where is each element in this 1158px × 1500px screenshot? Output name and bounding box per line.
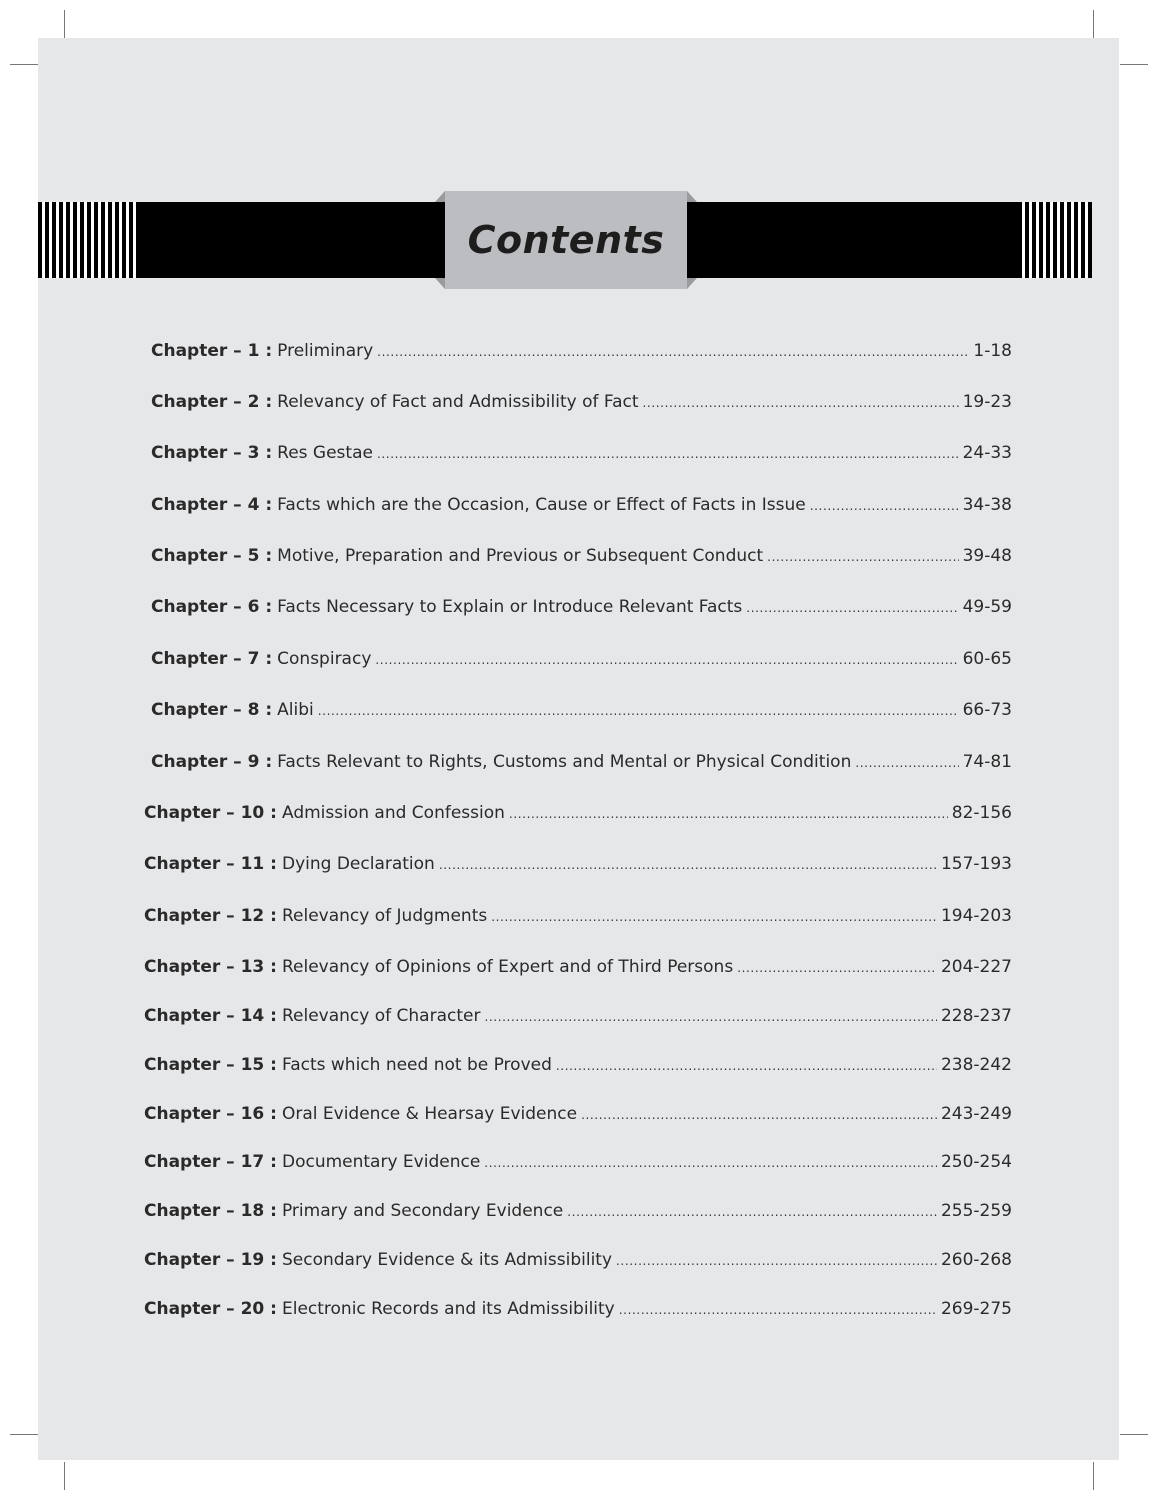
toc-entry [151,597,1012,617]
dot-leader [375,653,958,667]
toc-entry [151,392,1012,412]
page-range: 19-23 [962,392,1012,412]
chapter-number: Chapter – 17 : [144,1152,277,1172]
chapter-title: Res Gestae [277,443,373,463]
toc-entry [144,854,1012,874]
chapter-number: Chapter – 12 : [144,906,277,926]
dot-leader [619,1303,937,1317]
page-range: 24-33 [962,443,1012,463]
toc-entry [144,1104,1012,1124]
chapter-title: Oral Evidence & Hearsay Evidence [281,1104,578,1124]
dot-leader [855,756,958,770]
chapter-title: Motive, Preparation and Previous or Subsequent Conduct [277,546,764,566]
chapter-title: Facts which are the Occasion, Cause or Effect of Facts in Issue [277,495,806,515]
toc-entry [144,906,1012,926]
chapter-title: Dying Declaration [281,854,435,874]
page-range: 1-18 [973,341,1012,361]
chapter-number: Chapter – 6 : [151,597,273,617]
chapter-number: Chapter – 13 : [144,957,277,977]
toc-entry [144,1250,1012,1270]
chapter-title: Relevancy of Opinions of Expert and of Third Persons [281,957,734,977]
dot-leader [616,1254,937,1268]
toc-entry [144,803,1012,823]
crop-mark [1093,1462,1094,1490]
chapter-number: Chapter – 3 : [151,443,273,463]
page-range: 255-259 [940,1201,1012,1221]
chapter-title: Admission and Confession [281,803,505,823]
page-range: 194-203 [940,906,1012,926]
page-range: 250-254 [940,1152,1012,1172]
toc-entry [144,1055,1012,1075]
chapter-number: Chapter – 7 : [151,649,273,669]
toc-entry [151,546,1012,566]
toc-entry [151,700,1012,720]
chapter-number: Chapter – 4 : [151,495,273,515]
page-range: 243-249 [940,1104,1012,1124]
banner-stripes-right [1018,202,1092,278]
toc-entry [144,957,1012,977]
page-range: 66-73 [962,700,1012,720]
dot-leader [737,961,937,975]
chapter-number: Chapter – 14 : [144,1006,277,1026]
toc-entry [151,495,1012,515]
page-range: 49-59 [962,597,1012,617]
banner-stripes-left [38,202,136,278]
chapter-number: Chapter – 20 : [144,1299,277,1319]
chapter-title: Electronic Records and its Admissibility [281,1299,615,1319]
dot-leader [509,807,948,821]
chapter-title: Alibi [277,700,314,720]
crop-mark [1093,10,1094,38]
chapter-number: Chapter – 2 : [151,392,273,412]
title-box [445,191,687,289]
chapter-title: Relevancy of Judgments [281,906,488,926]
dot-leader [767,550,958,564]
page-range: 82-156 [951,803,1012,823]
page-range: 269-275 [940,1299,1012,1319]
dot-leader [643,396,959,410]
chapter-title: Relevancy of Fact and Admissibility of Fact [277,392,639,412]
page-range: 74-81 [962,752,1012,772]
dot-leader [377,447,959,461]
chapter-number: Chapter – 11 : [144,854,277,874]
chapter-title: Facts Necessary to Explain or Introduce Relevant Facts [277,597,743,617]
chapter-title: Relevancy of Character [281,1006,481,1026]
crop-mark [10,64,38,65]
page-range: 260-268 [940,1250,1012,1270]
page-range: 60-65 [962,649,1012,669]
chapter-title: Facts which need not be Proved [281,1055,552,1075]
crop-mark [64,1462,65,1490]
page-range: 157-193 [940,854,1012,874]
chapter-title: Facts Relevant to Rights, Customs and Mental or Physical Condition [277,752,852,772]
dot-leader [491,910,937,924]
page-range: 238-242 [940,1055,1012,1075]
chapter-number: Chapter – 1 : [151,341,273,361]
chapter-number: Chapter – 19 : [144,1250,277,1270]
toc-entry [144,1006,1012,1026]
chapter-number: Chapter – 15 : [144,1055,277,1075]
toc-entry [151,649,1012,669]
chapter-title: Primary and Secondary Evidence [281,1201,564,1221]
dot-leader [439,858,937,872]
toc-entry [144,1201,1012,1221]
chapter-title: Conspiracy [277,649,372,669]
chapter-number: Chapter – 10 : [144,803,277,823]
page-range: 39-48 [962,546,1012,566]
chapter-title: Secondary Evidence & its Admissibility [281,1250,613,1270]
toc-entry [144,1299,1012,1319]
dot-leader [318,704,959,718]
crop-mark [1120,1434,1148,1435]
dot-leader [810,499,959,513]
dot-leader [581,1108,937,1122]
dot-leader [484,1010,937,1024]
chapter-number: Chapter – 9 : [151,752,273,772]
crop-mark [1120,64,1148,65]
chapter-number: Chapter – 18 : [144,1201,277,1221]
chapter-title: Documentary Evidence [281,1152,481,1172]
toc-entry [151,341,1012,361]
toc-entry [144,1152,1012,1172]
contents-page [38,38,1119,1460]
toc-entry [151,443,1012,463]
page-title: Contents [467,218,665,262]
chapter-title: Preliminary [277,341,374,361]
toc-entry [151,752,1012,772]
page-range: 228-237 [940,1006,1012,1026]
chapter-number: Chapter – 5 : [151,546,273,566]
chapter-number: Chapter – 16 : [144,1104,277,1124]
dot-leader [556,1059,937,1073]
crop-mark [64,10,65,38]
dot-leader [567,1205,937,1219]
dot-leader [746,601,958,615]
dot-leader [377,345,969,359]
dot-leader [484,1156,937,1170]
chapter-number: Chapter – 8 : [151,700,273,720]
page-range: 34-38 [962,495,1012,515]
page-range: 204-227 [940,957,1012,977]
crop-mark [10,1434,38,1435]
